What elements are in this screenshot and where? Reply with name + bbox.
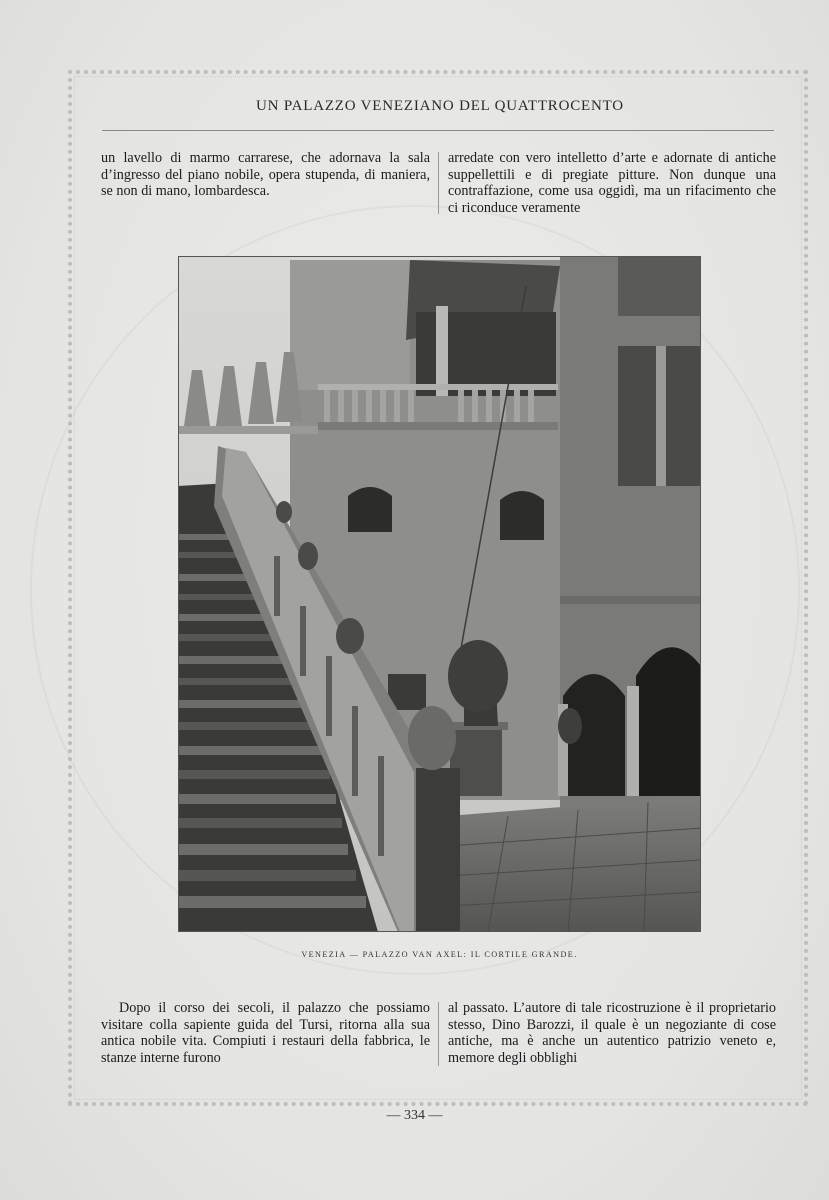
running-title: UN PALAZZO VENEZIANO DEL QUATTROCENTO bbox=[256, 98, 624, 114]
column-divider-bottom bbox=[438, 1002, 439, 1066]
courtyard-photograph bbox=[178, 256, 701, 932]
text-column-left-top: un lavello di marmo carrarese, che adornava la sala d’ingresso del piano nobile, opera stupenda, di maniera, se non di mano, lombardesca. bbox=[101, 150, 430, 200]
text-column-right-bottom: al passato. L’autore di tale ricostruzione è il proprietario stesso, Dino Barozzi, il quale è un negoziante di cose antiche, ma è anche un autentico patrizio veneto e, memore degli obblighi bbox=[448, 1000, 776, 1066]
text-column-right-top: arredate con vero intelletto d’arte e adornate di antiche suppellettili e di pregiate pitture. Non dunque una contraffazione, come usa oggidì, ma un rifacimento che ci riconduce veramente bbox=[448, 150, 776, 216]
figure-caption: VENEZIA — PALAZZO VAN AXEL: IL CORTILE GRANDE. bbox=[301, 950, 578, 959]
page-number: — 334 — bbox=[386, 1108, 443, 1123]
text-column-left-bottom: Dopo il corso dei secoli, il palazzo che possiamo visitare colla sapiente guida del Tursi, ritorna alla sua antica nobile vita. Compiuti i restauri della fabbrica, le stanze interne furono bbox=[101, 1000, 430, 1066]
column-divider-top bbox=[438, 152, 439, 214]
header-rule bbox=[102, 130, 774, 131]
